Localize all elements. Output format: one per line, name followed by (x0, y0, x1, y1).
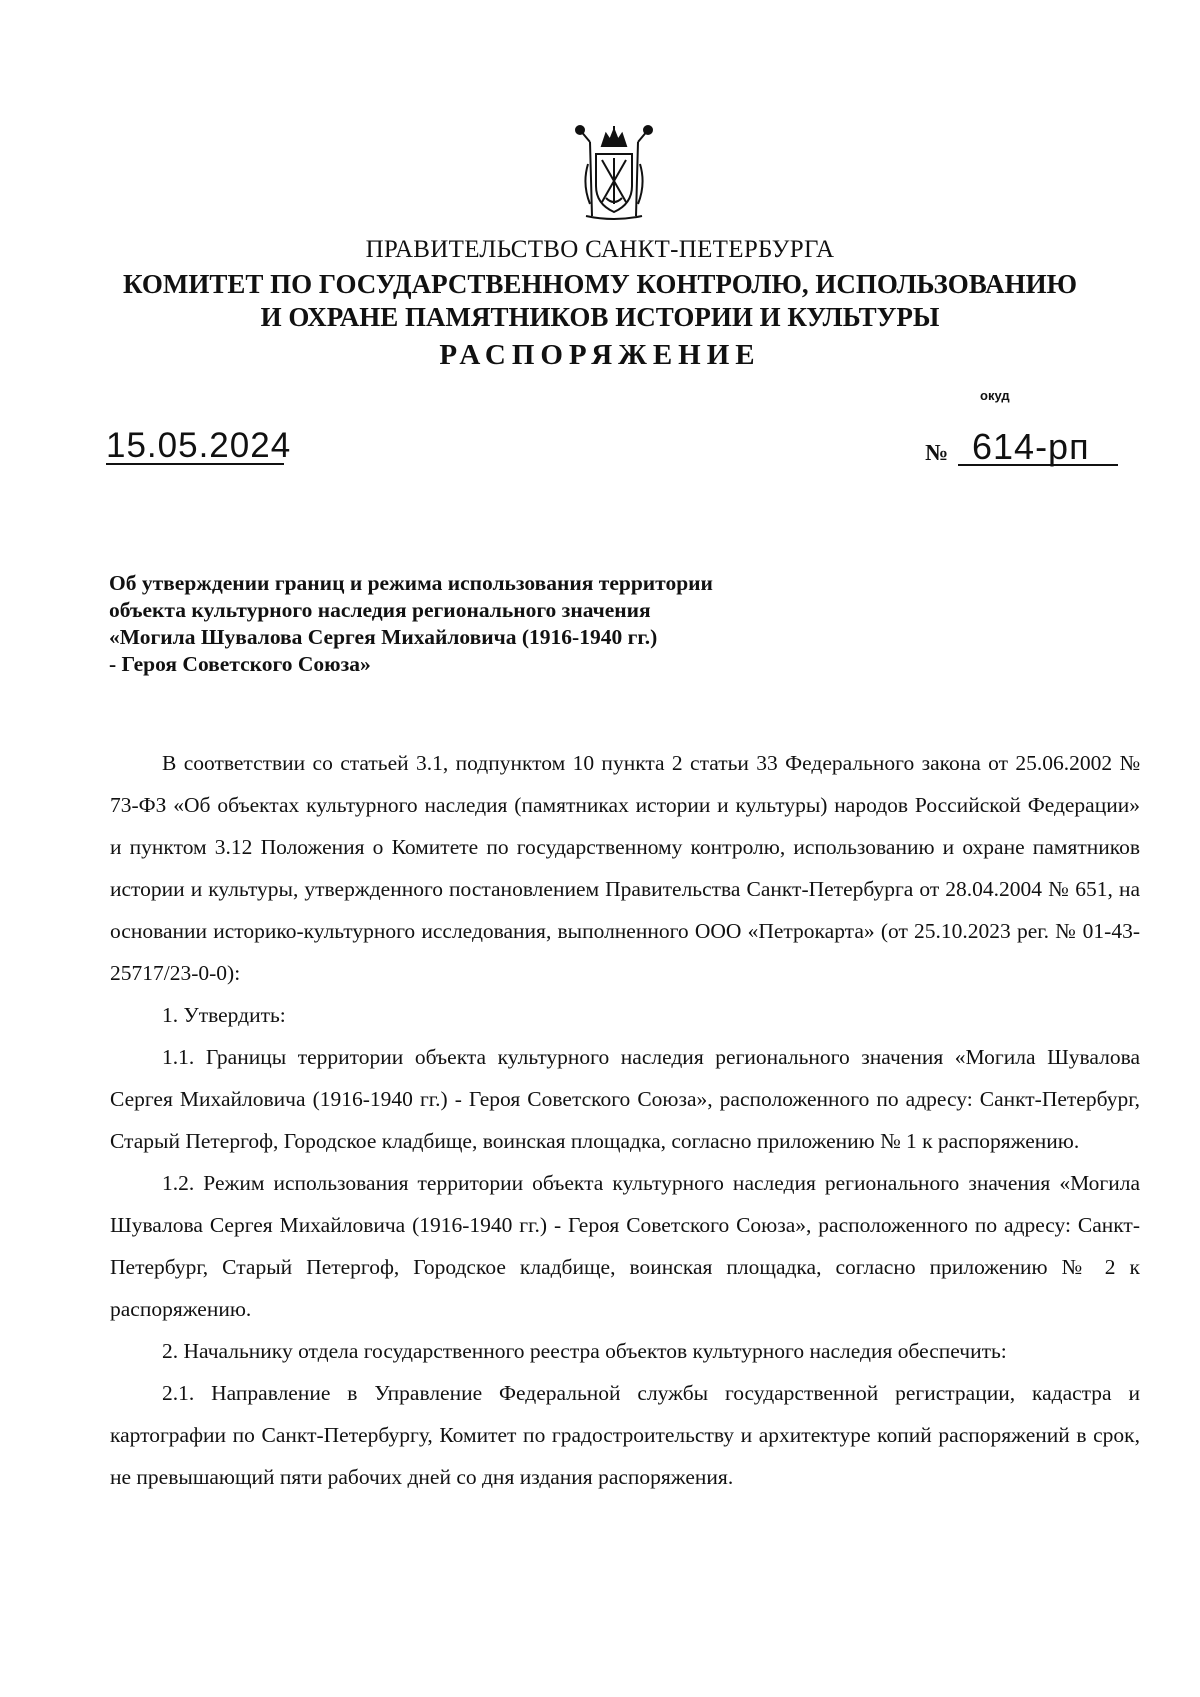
document-number: 614-рп (972, 426, 1090, 467)
committee-line-1: КОМИТЕТ ПО ГОСУДАРСТВЕННОМУ КОНТРОЛЮ, ИСПОЛЬЗОВАНИЮ (123, 269, 1077, 299)
title-line-2: объекта культурного наследия регионального значения (109, 598, 651, 622)
government-name: ПРАВИТЕЛЬСТВО САНКТ-ПЕТЕРБУРГА (365, 236, 835, 263)
document-body (110, 742, 1140, 1498)
date-underline (106, 463, 284, 465)
title-line-1: Об утверждении границ и режима использования территории (109, 571, 713, 595)
coat-of-arms-icon (572, 124, 656, 224)
document-type: РАСПОРЯЖЕНИЕ (439, 339, 761, 371)
paragraph-preamble: В соответствии со статьей 3.1, подпунктом 10 пункта 2 статьи 33 Федерального закона от 25.06.2002 № 73-ФЗ «Об объектах культурного наследия (памятниках истории и культуры) народов Российской Федерации» и пунктом 3.12 Положения о Комитете по государственному контролю, использованию и охране памятников истории и культуры, утвержденного постановлением Правительства Санкт-Петербурга от 28.04.2004 № 651, на основании историко-культурного исследования, выполненного ООО «Петрокарта» (от 25.10.2023 рег. № 01-43-25717/23-0-0): (110, 751, 1140, 985)
paragraph-1: 1. Утвердить: (162, 1003, 286, 1027)
number-label: № (925, 440, 949, 465)
paragraph-1-1: 1.1. Границы территории объекта культурного наследия регионального значения «Могила Шувалова Сергея Михайловича (1916-1940 гг.) - Героя Советского Союза», расположенного по адресу: Санкт-Петербург, Старый Петергоф, Городское кладбище, воинская площадка, согласно приложению № 1 к распоряжению. (110, 1045, 1140, 1153)
committee-name (0, 268, 1200, 334)
document-title (109, 570, 829, 678)
paragraph-1-2: 1.2. Режим использования территории объекта культурного наследия регионального значения «Могила Шувалова Сергея Михайловича (1916-1940 гг.) - Героя Советского Союза», расположенного по адресу: Санкт-Петербург, Старый Петергоф, Городское кладбище, воинская площадка, согласно приложению № 2 к распоряжению. (110, 1171, 1140, 1321)
committee-line-2: И ОХРАНЕ ПАМЯТНИКОВ ИСТОРИИ И КУЛЬТУРЫ (260, 302, 940, 332)
paragraph-2: 2. Начальнику отдела государственного реестра объектов культурного наследия обеспечить: (162, 1339, 1007, 1363)
okud-label: окуд (980, 388, 1010, 403)
number-underline (958, 464, 1118, 466)
paragraph-2-1: 2.1. Направление в Управление Федеральной службы государственной регистрации, кадастра и картографии по Санкт-Петербургу, Комитет по градостроительству и архитектуре копий распоряжений в срок, не превышающий пяти рабочих дней со дня издания распоряжения. (110, 1381, 1140, 1489)
document-date: 15.05.2024 (106, 426, 292, 465)
title-line-3: «Могила Шувалова Сергея Михайловича (1916-1940 гг.) (109, 625, 658, 649)
title-line-4: - Героя Советского Союза» (109, 652, 371, 676)
